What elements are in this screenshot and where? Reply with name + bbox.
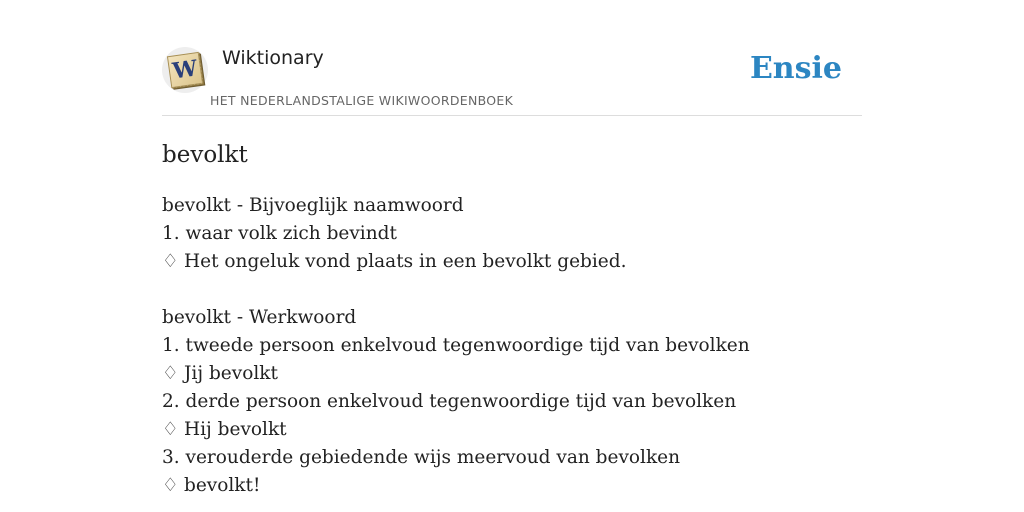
sense-definition: 1. waar volk zich bevindt (162, 223, 397, 244)
example-marker-icon: ♢ (162, 475, 179, 496)
sense-example (162, 416, 862, 444)
entry-heading: bevolkt - Bijvoeglijk naamwoord (162, 195, 464, 216)
example-text: Hij bevolkt (184, 419, 287, 440)
wiktionary-logo[interactable] (162, 47, 208, 93)
wiktionary-tile-icon: W (167, 52, 203, 88)
example-text: Het ongeluk vond plaats in een bevolkt gebied. (184, 251, 627, 272)
example-text: bevolkt! (184, 475, 261, 496)
entry-spacer (162, 276, 862, 304)
entries (162, 192, 862, 500)
sense-example (162, 472, 862, 500)
example-marker-icon: ♢ (162, 363, 179, 384)
header-divider (162, 115, 862, 116)
example-marker-icon: ♢ (162, 251, 179, 272)
sense-definition: 1. tweede persoon enkelvoud tegenwoordige tijd van bevolken (162, 335, 750, 356)
entry-heading: bevolkt - Werkwoord (162, 307, 357, 328)
sense-example (162, 360, 862, 388)
page-title: bevolkt (162, 142, 248, 168)
site-subtitle: HET NEDERLANDSTALIGE WIKIWOORDENBOEK (210, 93, 514, 108)
example-text: Jij bevolkt (184, 363, 278, 384)
example-marker-icon: ♢ (162, 419, 179, 440)
site-name[interactable]: Wiktionary (222, 47, 324, 69)
sense-definition: 3. verouderde gebiedende wijs meervoud van bevolken (162, 447, 681, 468)
sense-definition: 2. derde persoon enkelvoud tegenwoordige tijd van bevolken (162, 391, 737, 412)
ensie-brand-link[interactable]: Ensie (749, 51, 842, 86)
sense-example (162, 248, 862, 276)
